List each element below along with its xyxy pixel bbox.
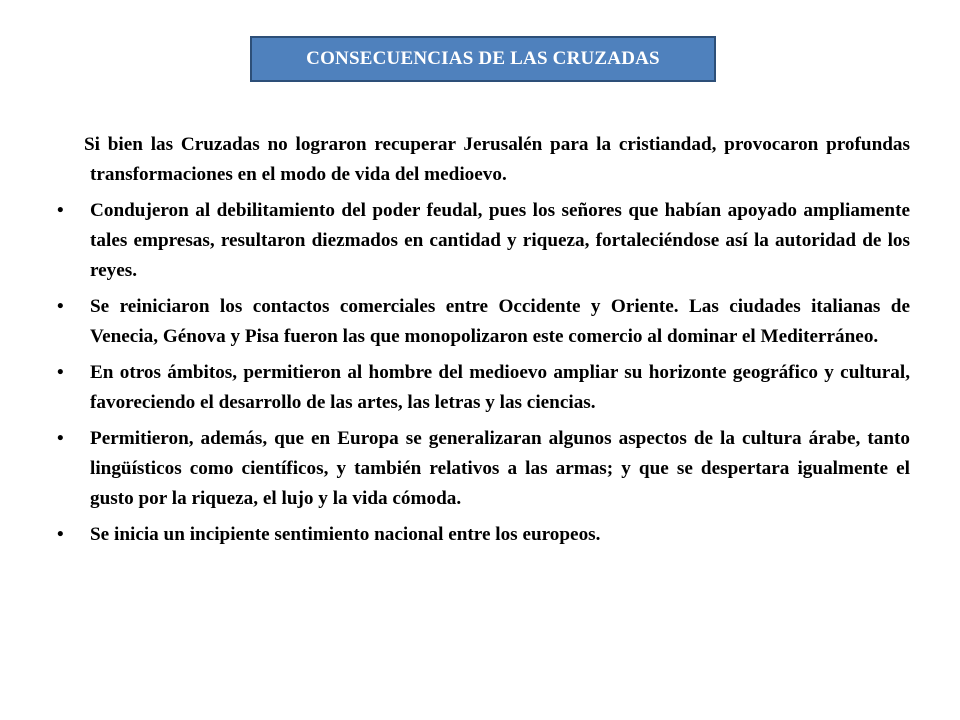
bullet-text: Se reiniciaron los contactos comerciales entre Occidente y Oriente. Las ciudades italianas de Venecia, Génova y Pisa fueron las que monopolizaron este comercio al dominar el Mediterráneo.: [90, 296, 910, 347]
bullet-item: [55, 196, 910, 286]
bullet-item: [55, 424, 910, 514]
bullet-text: Condujeron al debilitamiento del poder feudal, pues los señores que habían apoyado ampliamente tales empresas, resultaron diezmados en cantidad y riqueza, fortaleciéndose así la autoridad de los reyes.: [90, 200, 910, 281]
intro-paragraph: Si bien las Cruzadas no lograron recuperar Jerusalén para la cristiandad, provocaron profundas transformaciones en el modo de vida del medioevo.: [84, 134, 910, 185]
bullet-item: [55, 292, 910, 352]
bullet-text: Permitieron, además, que en Europa se generalizaran algunos aspectos de la cultura árabe, tanto lingüísticos como científicos, y también relativos a las armas; y que se despertara igualmente el gusto por la riqueza, el lujo y la vida cómoda.: [90, 428, 910, 509]
slide-title: CONSECUENCIAS DE LAS CRUZADAS: [306, 48, 660, 69]
bullet-icon: •: [57, 524, 64, 545]
title-box: [250, 36, 716, 82]
bullet-list: [55, 196, 910, 550]
bullet-text: Se inicia un incipiente sentimiento nacional entre los europeos.: [90, 524, 601, 545]
bullet-item: [55, 520, 910, 550]
bullet-icon: •: [57, 362, 64, 383]
bullet-icon: •: [57, 428, 64, 449]
bullet-item: [55, 358, 910, 418]
bullet-icon: •: [57, 296, 64, 317]
slide-content: [55, 130, 910, 556]
bullet-icon: •: [57, 200, 64, 221]
bullet-text: En otros ámbitos, permitieron al hombre del medioevo ampliar su horizonte geográfico y cultural, favoreciendo el desarrollo de las artes, las letras y las ciencias.: [90, 362, 910, 413]
